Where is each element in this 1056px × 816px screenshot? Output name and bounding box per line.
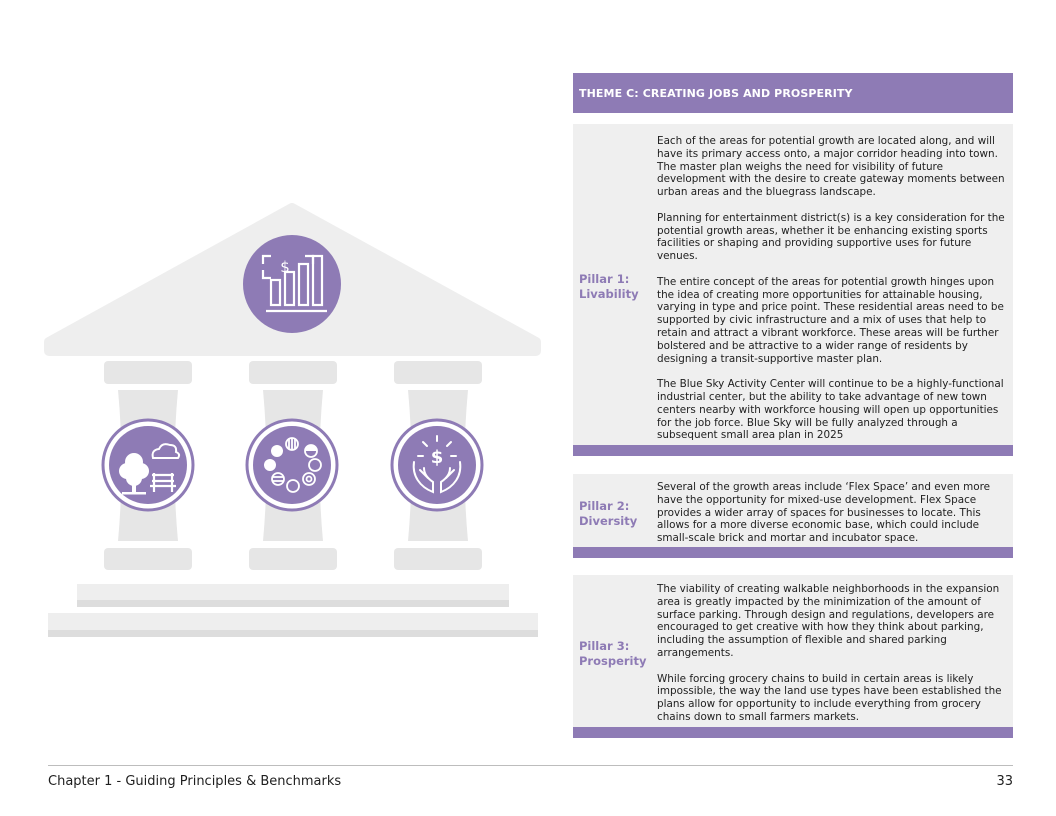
paragraph: Each of the areas for potential growth are located along, and will have its primary access onto, a major corridor heading into town. The master plan weighs the need for visibility of future development with the desire to create gateway moments between urban areas and the bluegrass landscape.: [657, 135, 1005, 199]
pillar-name: Prosperity: [579, 653, 647, 668]
temple-step-upper: [77, 584, 509, 600]
pillar-label: [579, 639, 651, 668]
pillar-label: [579, 272, 651, 301]
temple-step-lower: [48, 613, 538, 630]
pillar-body: [657, 583, 1009, 724]
pillar-bottom-bar: [573, 547, 1013, 558]
paragraph: The Blue Sky Activity Center will continue to be a highly-functional industrial center, but the ability to take advantage of new town centers nearby with workforce housing will open up opportunities for the job force. Blue Sky will be fully analyzed through a subsequent small area plan in 2025: [657, 378, 1004, 442]
pillar-number: Pillar 1:: [579, 272, 630, 286]
hands-dollar-icon: [392, 420, 482, 510]
paragraph: The entire concept of the areas for potential growth hinges upon the idea of creating more opportunities for attainable housing, varying in type and price point. These residential areas need to be supported by civic infrastructure and a mix of uses that help to retain and attract a vibrant workforce. These areas will be further bolstered and be attractive to a wider range of residents by designing a transit-supportive master plan.: [657, 275, 1004, 365]
pillar-number: Pillar 2:: [579, 499, 630, 513]
paragraph: Planning for entertainment district(s) is a key consideration for the potential growth areas, whether it be enhancing existing sports facilities or shaping and providing supportive uses for future venues.: [657, 211, 1005, 263]
column-capital: [104, 361, 192, 384]
column-capital: [249, 361, 337, 384]
footer-chapter-title: Chapter 1 - Guiding Principles & Benchmarks: [48, 774, 342, 789]
pillar-body: [657, 135, 1009, 442]
paragraph: The viability of creating walkable neighborhoods in the expansion area is greatly impacted by the minimization of the amount of surface parking. Through design and regulations, developers are encouraged to get creative with how they think about parking, including the assumption of flexible and shared parking arrangements.: [657, 583, 1000, 659]
tree-bench-icon: [103, 420, 193, 510]
pillar-bottom-bar: [573, 727, 1013, 738]
pillar-name: Diversity: [579, 513, 638, 528]
column-base: [104, 548, 192, 570]
column-capital: [394, 361, 482, 384]
svg-text:$: $: [430, 447, 444, 468]
pillar-name: Livability: [579, 286, 639, 301]
paragraph: While forcing grocery chains to build in certain areas is likely impossible, the way the land use types have been established the plans allow for opportunity to include everything from grocery chains down to small farmers markets.: [657, 672, 1002, 723]
pillar-livability-panel: [573, 124, 1013, 456]
pillar-prosperity-panel: [573, 575, 1013, 738]
pillar-diversity-panel: [573, 474, 1013, 558]
footer-divider: [48, 765, 1013, 766]
paragraph: Several of the growth areas include ‘Flex Space’ and even more have the opportunity for mixed-use development. Flex Space provides a wider array of spaces for businesses to locate. This allows for a more diverse economic base, which could include small-scale brick and mortar and incubator space.: [657, 481, 991, 545]
pillar-number: Pillar 3:: [579, 639, 630, 653]
pillar-label: [579, 499, 651, 528]
pillar-body: [657, 481, 1009, 545]
column-base: [249, 548, 337, 570]
theme-header-bar: [573, 73, 1013, 113]
diverse-circles-icon: [247, 420, 337, 510]
theme-title: THEME C: CREATING JOBS AND PROSPERITY: [579, 87, 853, 100]
column-base: [394, 548, 482, 570]
page-number: 33: [996, 774, 1013, 789]
pillar-bottom-bar: [573, 445, 1013, 456]
bar-chart-dollar-icon: [243, 235, 341, 333]
temple-graphic: [0, 0, 560, 660]
svg-text:$: $: [280, 258, 290, 276]
